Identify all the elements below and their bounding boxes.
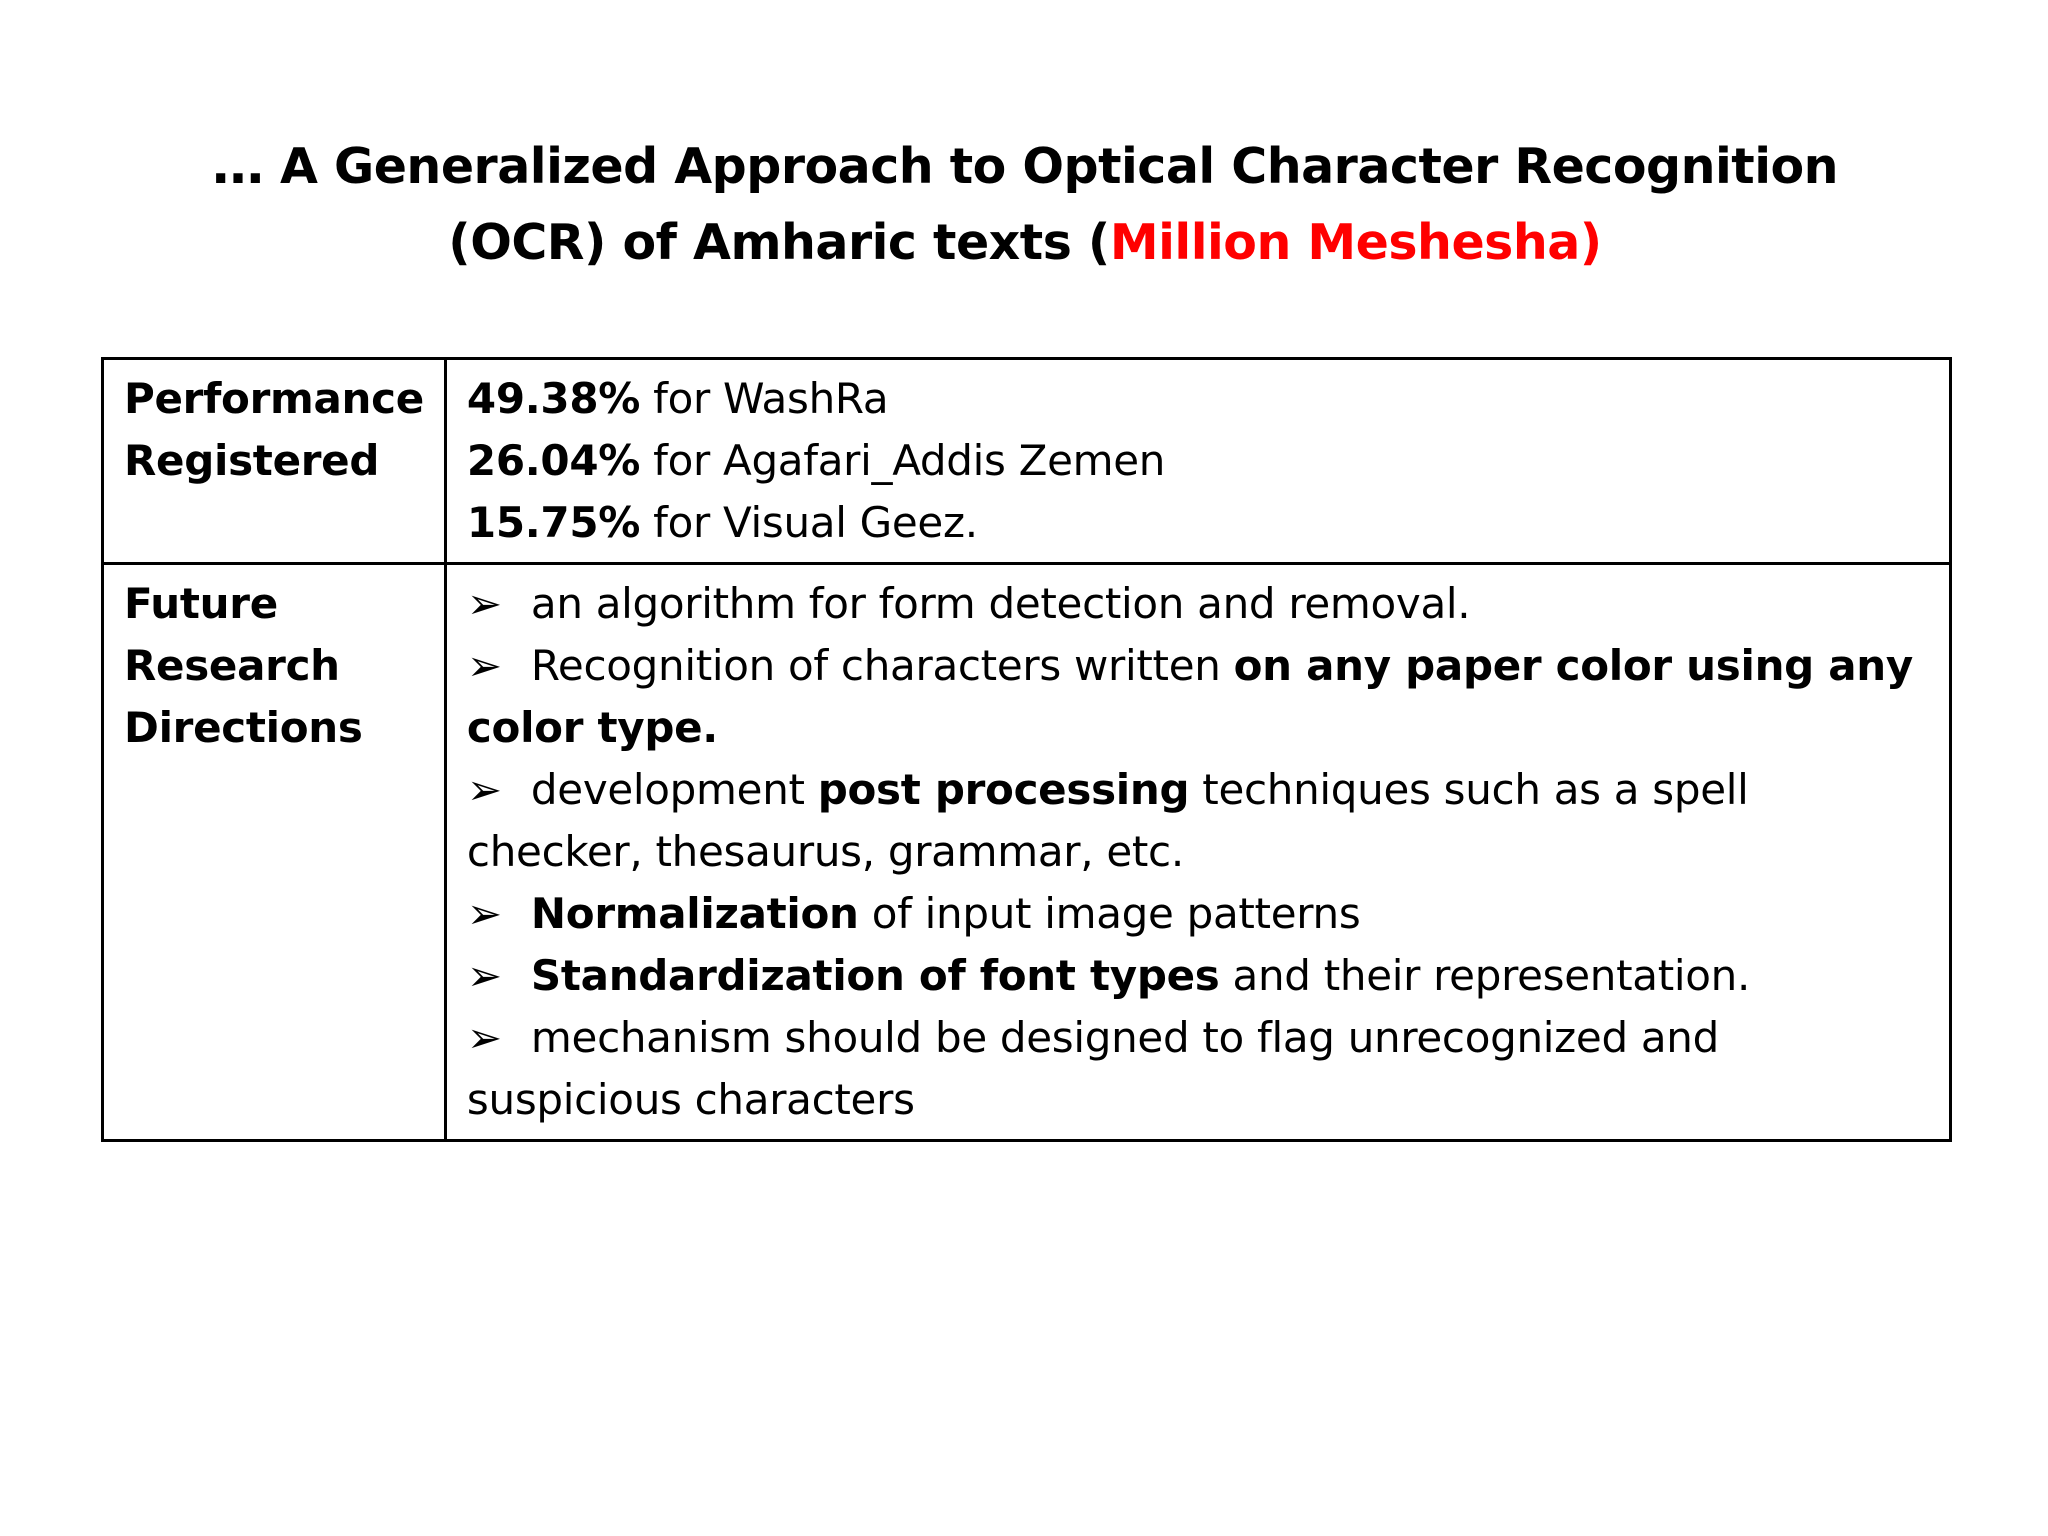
arrowhead-bullet-icon: ➢: [466, 641, 502, 690]
performance-label-cell: [103, 359, 446, 564]
direction-emphasis: post processing: [817, 765, 1190, 814]
direction-emphasis: on any paper color using any color type.: [466, 641, 1913, 752]
result-item: [467, 430, 1929, 492]
direction-item: [467, 1007, 1929, 1131]
direction-emphasis: Normalization: [530, 889, 859, 938]
result-value: 15.75%: [466, 498, 641, 547]
arrowhead-bullet-icon: ➢: [466, 579, 502, 628]
direction-item: [467, 945, 1929, 1007]
performance-label-line1: Performance: [124, 374, 424, 423]
result-item: [467, 368, 1929, 430]
result-item: [467, 492, 1929, 554]
direction-text-after: and their representation.: [1219, 951, 1751, 1000]
future-label-cell: [103, 564, 446, 1141]
direction-item: [467, 883, 1929, 945]
summary-table: [101, 357, 1952, 1142]
performance-label-line2: Registered: [124, 436, 380, 485]
direction-emphasis: Standardization of font types: [530, 951, 1220, 1000]
direction-text: development: [530, 765, 818, 814]
direction-item: [467, 759, 1929, 883]
future-label-line1: Future: [124, 579, 278, 628]
direction-text: mechanism should be designed to flag unrecognized and suspicious characters: [466, 1013, 1719, 1124]
arrowhead-bullet-icon: ➢: [466, 765, 502, 814]
direction-text: Recognition of characters written: [530, 641, 1234, 690]
direction-item: [467, 635, 1929, 759]
arrowhead-bullet-icon: ➢: [466, 1013, 502, 1062]
arrowhead-bullet-icon: ➢: [466, 951, 502, 1000]
result-text: for Agafari_Addis Zemen: [640, 436, 1166, 485]
future-label-line2: Research: [124, 641, 340, 690]
direction-text-after: of input image patterns: [858, 889, 1361, 938]
performance-content-cell: [445, 359, 1950, 564]
title-ellipsis: …: [211, 136, 264, 196]
future-label-line3: Directions: [124, 703, 363, 752]
direction-item: [467, 573, 1929, 635]
future-content-cell: [445, 564, 1950, 1141]
table-row-performance: [103, 359, 1951, 564]
result-text: for WashRa: [640, 374, 889, 423]
result-text: for Visual Geez.: [640, 498, 978, 547]
arrowhead-bullet-icon: ➢: [466, 889, 502, 938]
result-value: 26.04%: [466, 436, 641, 485]
result-value: 49.38%: [466, 374, 641, 423]
slide-title: [150, 128, 1900, 281]
title-author: Million Meshesha): [1109, 214, 1602, 271]
direction-text-after: techniques such as a spell checker, thesaurus, grammar, etc.: [466, 765, 1749, 876]
title-text: A Generalized Approach to Optical Character Recognition (OCR) of Amharic texts (: [280, 138, 1839, 271]
direction-text: an algorithm for form detection and removal.: [530, 579, 1471, 628]
table-row-future: [103, 564, 1951, 1141]
